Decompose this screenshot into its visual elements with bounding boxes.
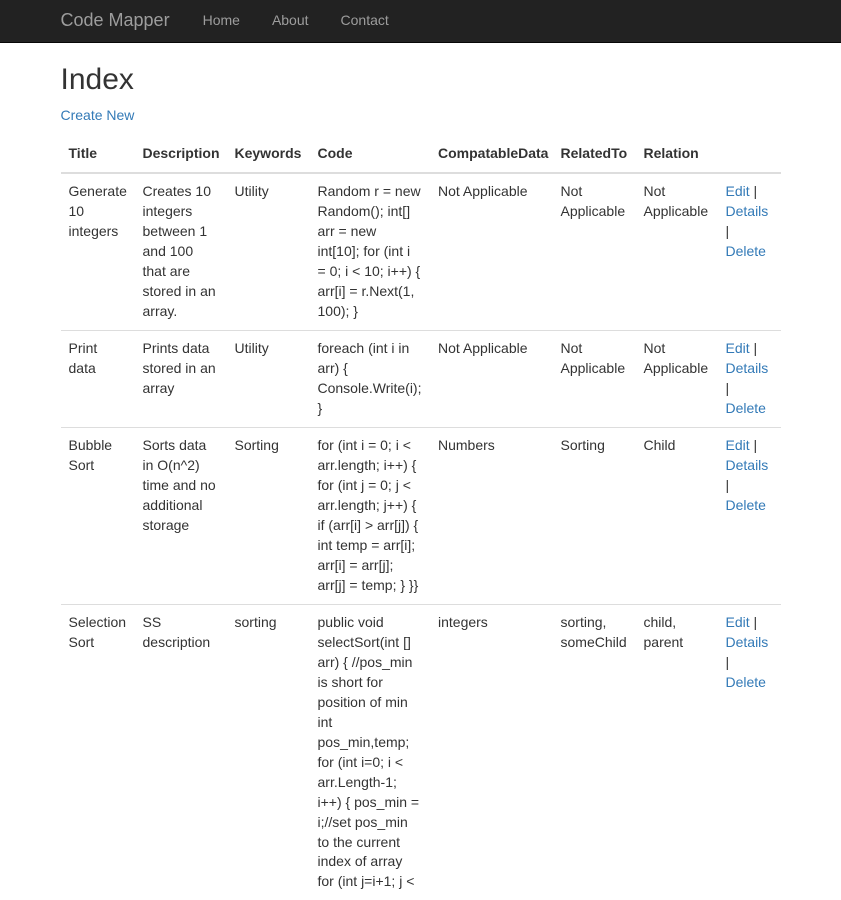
cell-related-to: Not Applicable	[553, 173, 636, 330]
column-header-keywords: Keywords	[227, 136, 310, 173]
cell-relation: Not Applicable	[636, 330, 718, 427]
details-link[interactable]: Details	[725, 202, 769, 219]
nav-item	[256, 0, 325, 42]
cell-code: foreach (int i in arr) { Console.Write(i); }	[310, 330, 431, 427]
column-header-code: Code	[310, 136, 431, 173]
table-row	[61, 330, 781, 427]
edit-link[interactable]: Edit	[725, 436, 750, 453]
delete-link[interactable]: Delete	[725, 673, 766, 690]
cell-description: SS description	[135, 604, 227, 900]
nav-link-contact[interactable]: Contact	[340, 12, 389, 28]
cell-code: for (int i = 0; i < arr.length; i++) { for (int j = 0; j < arr.length; j++) { if (arr[i] > arr[j]) { int temp = arr[i]; arr[i] = arr[j]; arr[j] = temp; } }}	[310, 427, 431, 604]
cell-compatable-data: Not Applicable	[430, 330, 553, 427]
table-body	[61, 173, 781, 900]
delete-link[interactable]: Delete	[725, 399, 766, 416]
cell-keywords: Sorting	[227, 427, 310, 604]
cell-actions: Edit | Details | Delete	[718, 604, 781, 900]
column-header-relation: Relation	[636, 136, 718, 173]
delete-link[interactable]: Delete	[725, 496, 766, 513]
cell-related-to: Sorting	[553, 427, 636, 604]
page-title: Index	[60, 63, 134, 96]
edit-link[interactable]: Edit	[725, 613, 750, 630]
cell-code: public void selectSort(int [] arr) { //pos_min is short for position of min int pos_min,temp; for (int i=0; i < arr.Length-1; i++) { pos_min = i;//set pos_min to the current index of array for (int j=i+1; j <	[310, 604, 431, 900]
cell-description: Creates 10 integers between 1 and 100 that are stored in an array.	[135, 173, 227, 330]
brand-link[interactable]: Code Mapper	[60, 10, 170, 31]
navbar-inner	[46, 0, 796, 42]
cell-description: Sorts data in O(n^2) time and no additional storage	[135, 427, 227, 604]
cell-description: Prints data stored in an array	[135, 330, 227, 427]
table-row	[61, 604, 781, 900]
nav-links	[187, 0, 405, 42]
cell-relation: Child	[636, 427, 718, 604]
code-table	[61, 136, 781, 900]
cell-related-to: sorting, someChild	[553, 604, 636, 900]
column-header-description: Description	[135, 136, 227, 173]
main-content	[46, 63, 796, 900]
column-header-title: Title	[61, 136, 135, 173]
table-row	[61, 173, 781, 330]
cell-compatable-data: integers	[430, 604, 553, 900]
cell-keywords: Utility	[227, 330, 310, 427]
cell-title: Bubble Sort	[61, 427, 135, 604]
cell-actions: Edit | Details | Delete	[718, 330, 781, 427]
cell-actions: Edit | Details | Delete	[718, 173, 781, 330]
cell-actions: Edit | Details | Delete	[718, 427, 781, 604]
cell-title: Print data	[61, 330, 135, 427]
cell-code: Random r = new Random(); int[] arr = new int[10]; for (int i = 0; i < 10; i++) { arr[i] = r.Next(1, 100); }	[310, 173, 431, 330]
cell-compatable-data: Numbers	[430, 427, 553, 604]
cell-related-to: Not Applicable	[553, 330, 636, 427]
cell-title: Selection Sort	[61, 604, 135, 900]
edit-link[interactable]: Edit	[725, 339, 750, 356]
nav-link-home[interactable]: Home	[202, 12, 240, 28]
cell-keywords: Utility	[227, 173, 310, 330]
table-header-row	[61, 136, 781, 173]
edit-link[interactable]: Edit	[725, 182, 750, 199]
details-link[interactable]: Details	[725, 359, 769, 376]
nav-item	[187, 0, 256, 42]
cell-relation: child, parent	[636, 604, 718, 900]
details-link[interactable]: Details	[725, 456, 769, 473]
nav-link-about[interactable]: About	[271, 12, 309, 28]
delete-link[interactable]: Delete	[725, 242, 766, 259]
details-link[interactable]: Details	[725, 633, 769, 650]
column-header-compatabledata: CompatableData	[430, 136, 553, 173]
cell-keywords: sorting	[227, 604, 310, 900]
cell-relation: Not Applicable	[636, 173, 718, 330]
cell-compatable-data: Not Applicable	[430, 173, 553, 330]
navbar	[0, 0, 841, 43]
column-header-actions	[718, 136, 781, 173]
table-row	[61, 427, 781, 604]
create-new-link[interactable]: Create New	[60, 107, 135, 123]
cell-title: Generate 10 integers	[61, 173, 135, 330]
column-header-relatedto: RelatedTo	[553, 136, 636, 173]
nav-item	[325, 0, 405, 42]
